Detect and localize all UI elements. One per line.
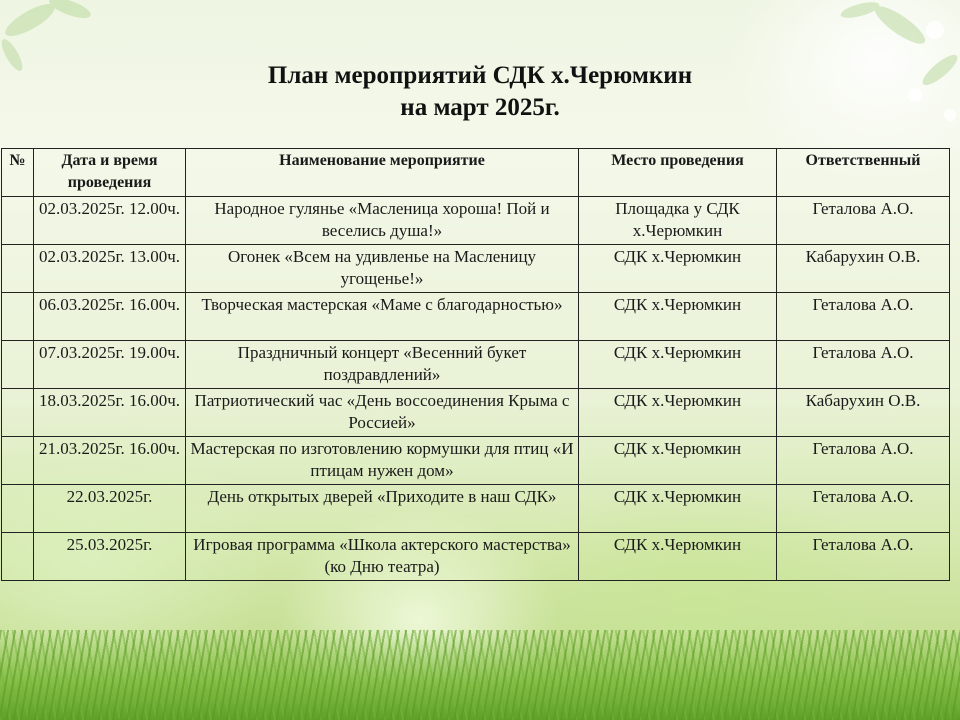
cell-num [2,197,34,245]
cell-date: 25.03.2025г. [34,533,186,581]
cell-place: СДК х.Черюмкин [579,485,777,533]
table-row [2,437,950,485]
header-num: № [2,149,34,197]
cell-date: 21.03.2025г. 16.00ч. [34,437,186,485]
cell-name: Игровая программа «Школа актерского мастерства» (ко Дню театра) [186,533,579,581]
cell-name: День открытых дверей «Приходите в наш СДК» [186,485,579,533]
cell-date: 02.03.2025г. 12.00ч. [34,197,186,245]
cell-num [2,293,34,341]
header-place: Место проведения [579,149,777,197]
cell-num [2,245,34,293]
cell-responsible: Геталова А.О. [777,197,950,245]
cell-responsible: Геталова А.О. [777,485,950,533]
cell-place: СДК х.Черюмкин [579,293,777,341]
header-name: Наименование мероприятие [186,149,579,197]
cell-responsible: Кабарухин О.В. [777,389,950,437]
cell-num [2,389,34,437]
cell-date: 22.03.2025г. [34,485,186,533]
cell-place: СДК х.Черюмкин [579,437,777,485]
cell-name: Огонек «Всем на удивленье на Масленицу угощенье!» [186,245,579,293]
cell-date: 02.03.2025г. 13.00ч. [34,245,186,293]
table-row [2,533,950,581]
cell-name: Мастерская по изготовлению кормушки для птиц «И птицам нужен дом» [186,437,579,485]
table-row [2,485,950,533]
cell-place: СДК х.Черюмкин [579,533,777,581]
cell-responsible: Кабарухин О.В. [777,245,950,293]
title-line-2: на март 2025г. [400,94,560,121]
cell-place: СДК х.Черюмкин [579,389,777,437]
cell-name: Патриотический час «День воссоединения Крыма с Россией» [186,389,579,437]
cell-name: Праздничный концерт «Весенний букет поздравдлений» [186,341,579,389]
header-responsible: Ответственный [777,149,950,197]
table-row [2,341,950,389]
cell-name: Творческая мастерская «Маме с благодарностью» [186,293,579,341]
cell-place: СДК х.Черюмкин [579,245,777,293]
cell-date: 06.03.2025г. 16.00ч. [34,293,186,341]
cell-place: Площадка у СДК х.Черюмкин [579,197,777,245]
cell-responsible: Геталова А.О. [777,437,950,485]
cell-responsible: Геталова А.О. [777,533,950,581]
table-row [2,245,950,293]
table-row [2,389,950,437]
table-row [2,197,950,245]
table-header-row [2,149,950,197]
events-table [1,148,950,581]
cell-num [2,485,34,533]
cell-date: 07.03.2025г. 19.00ч. [34,341,186,389]
cell-place: СДК х.Черюмкин [579,341,777,389]
cell-responsible: Геталова А.О. [777,293,950,341]
header-date: Дата и время проведения [34,149,186,197]
cell-responsible: Геталова А.О. [777,341,950,389]
cell-num [2,437,34,485]
cell-num [2,341,34,389]
decorative-grass [0,630,960,720]
page-title [0,60,960,124]
cell-date: 18.03.2025г. 16.00ч. [34,389,186,437]
cell-name: Народное гулянье «Масленица хороша! Пой и веселись душа!» [186,197,579,245]
table-row [2,293,950,341]
title-line-1: План мероприятий СДК х.Черюмкин [267,62,693,89]
cell-num [2,533,34,581]
